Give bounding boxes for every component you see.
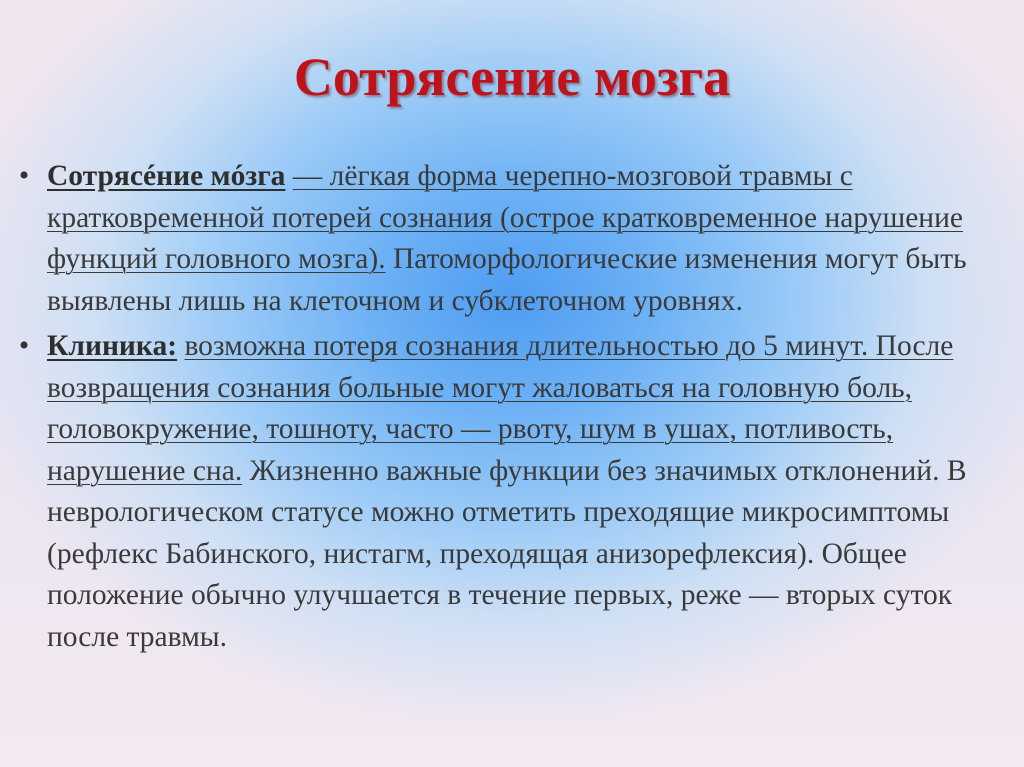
bullet-dot: • xyxy=(18,160,30,192)
definition-link[interactable]: — лёгкая форма черепно-мозговой травмы с кратковременной потерей сознания (острое кратковременное нарушение функций головного мозга). xyxy=(47,160,963,275)
clinic-text: Жизненно важные функции без значимых отклонений. В неврологическом статусе можно отметить преходящие микросимптомы (рефлекс Бабинского, нистагм, преходящая анизорефлексия). Общее положение обычно улучшается в течение первых, реже — вторых суток после травмы. xyxy=(47,454,967,653)
bullet-clinic xyxy=(14,326,999,658)
definition-text: Патоморфологические изменения могут быть выявлены лишь на клеточном и субклеточном уровнях. xyxy=(47,243,967,317)
bullet-definition xyxy=(14,156,999,322)
clinic-link[interactable]: возможна потеря сознания длительностью до 5 минут. После возвращения сознания больные могут жаловаться на головную боль, головокружение, тошноту, часто — рвоту, шум в ушах, потливость, нарушение сна. xyxy=(47,330,954,487)
slide-title: Сотрясение мозга xyxy=(293,47,731,107)
bullet-dot: • xyxy=(18,330,30,362)
clinic-term: Клиника: xyxy=(47,330,178,362)
bullet-list xyxy=(14,156,999,662)
definition-term: Сотрясéние мóзга xyxy=(47,160,286,192)
term-spacer xyxy=(285,160,292,192)
